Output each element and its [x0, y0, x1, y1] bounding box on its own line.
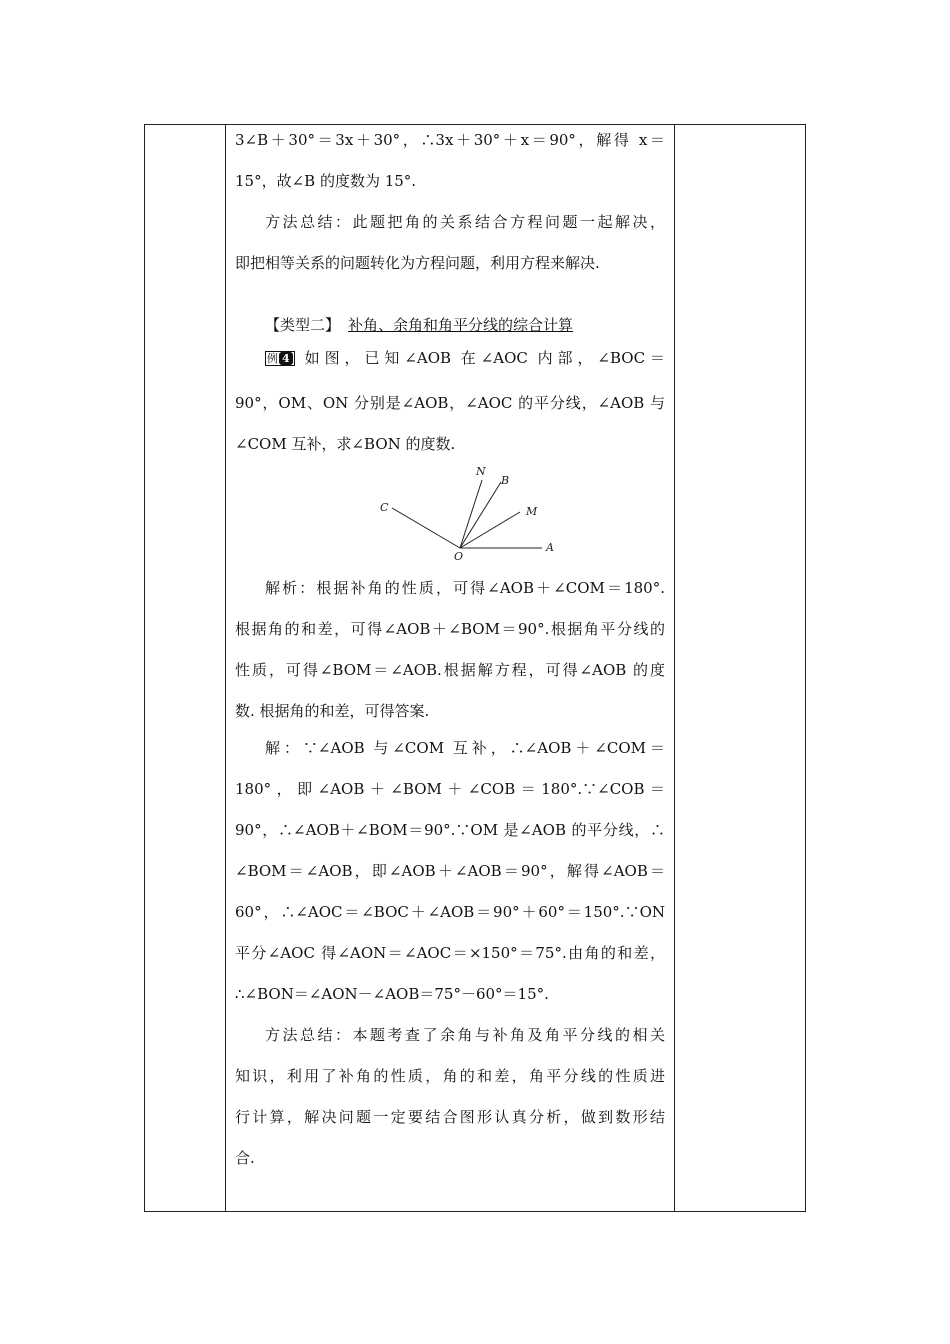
label-a: A: [546, 541, 554, 554]
example4-line-3: ∠COM 互补，求∠BON 的度数.: [235, 435, 456, 453]
analysis-line-4: 数. 根据角的和差，可得答案.: [235, 702, 430, 720]
angle-figure: [370, 460, 570, 565]
type2-tag: 【类型二】: [265, 316, 341, 334]
ray-ob: [460, 482, 501, 548]
summary2-line-1: 方法总结：本题考查了余角与补角及角平分线的相关: [265, 1026, 665, 1044]
solution-line-2: 180°，即∠AOB＋∠BOM＋∠COB＝180°.∵∠COB＝: [235, 780, 665, 798]
solution-line-5: 60°，∴∠AOC＝∠BOC＋∠AOB＝90°＋60°＝150°.∵ON: [235, 903, 665, 921]
solution-line-6: 平分∠AOC 得∠AON＝∠AOC＝×150°＝75°.由角的和差，: [235, 944, 665, 962]
summary2-line-2: 知识，利用了补角的性质，角的和差，角平分线的性质进: [235, 1067, 665, 1085]
label-o: O: [454, 550, 464, 563]
ray-oc: [392, 508, 460, 548]
example4-line-2: 90°，OM、ON 分别是∠AOB，∠AOC 的平分线，∠AOB 与: [235, 394, 665, 412]
column-divider-right: [674, 124, 675, 1212]
summary1-line-1: 方法总结：此题把角的关系结合方程问题一起解决，: [265, 213, 665, 231]
example-badge: 例 4: [265, 351, 295, 366]
ray-on: [460, 480, 482, 548]
column-divider-left: [225, 124, 226, 1212]
ray-om: [460, 512, 520, 548]
analysis-line-2: 根据角的和差，可得∠AOB＋∠BOM＝90°.根据角平分线的: [235, 620, 665, 638]
analysis-line-3: 性质，可得∠BOM＝∠AOB.根据解方程，可得∠AOB 的度: [235, 661, 665, 679]
summary2-line-4: 合.: [235, 1149, 255, 1167]
solution-line-7: ∴∠BON＝∠AON－∠AOB＝75°－60°＝15°.: [235, 985, 549, 1003]
label-n: N: [476, 465, 486, 478]
summary2-line-3: 行计算，解决问题一定要结合图形认真分析，做到数形结: [235, 1108, 665, 1126]
example4-text-1: 如图，已知∠AOB 在∠AOC 内部，∠BOC＝: [304, 349, 665, 367]
analysis-line-1: 解析：根据补角的性质，可得∠AOB＋∠COM＝180°.: [265, 579, 665, 597]
solution-line-1: 解：∵∠AOB 与∠COM 互补，∴∠AOB＋∠COM＝: [265, 739, 665, 757]
type2-title: 补角、余角和角平分线的综合计算: [348, 316, 574, 334]
label-c: C: [380, 501, 389, 514]
example4-line-1: [235, 346, 665, 370]
solution-cont-line-1: 3∠B＋30°＝3x＋30°，∴3x＋30°＋x＝90°，解得 x＝: [235, 131, 665, 149]
summary1-line-2: 即把相等关系的问题转化为方程问题，利用方程来解决.: [235, 254, 600, 272]
label-b: B: [501, 474, 510, 487]
label-m: M: [526, 505, 538, 518]
solution-cont-line-2: 15°，故∠B 的度数为 15°.: [235, 172, 417, 190]
solution-line-4: ∠BOM＝∠AOB，即∠AOB＋∠AOB＝90°，解得∠AOB＝: [235, 862, 665, 880]
type2-heading: [265, 313, 695, 337]
solution-line-3: 90°，∴∠AOB＋∠BOM＝90°.∵OM 是∠AOB 的平分线，∴: [235, 821, 665, 839]
